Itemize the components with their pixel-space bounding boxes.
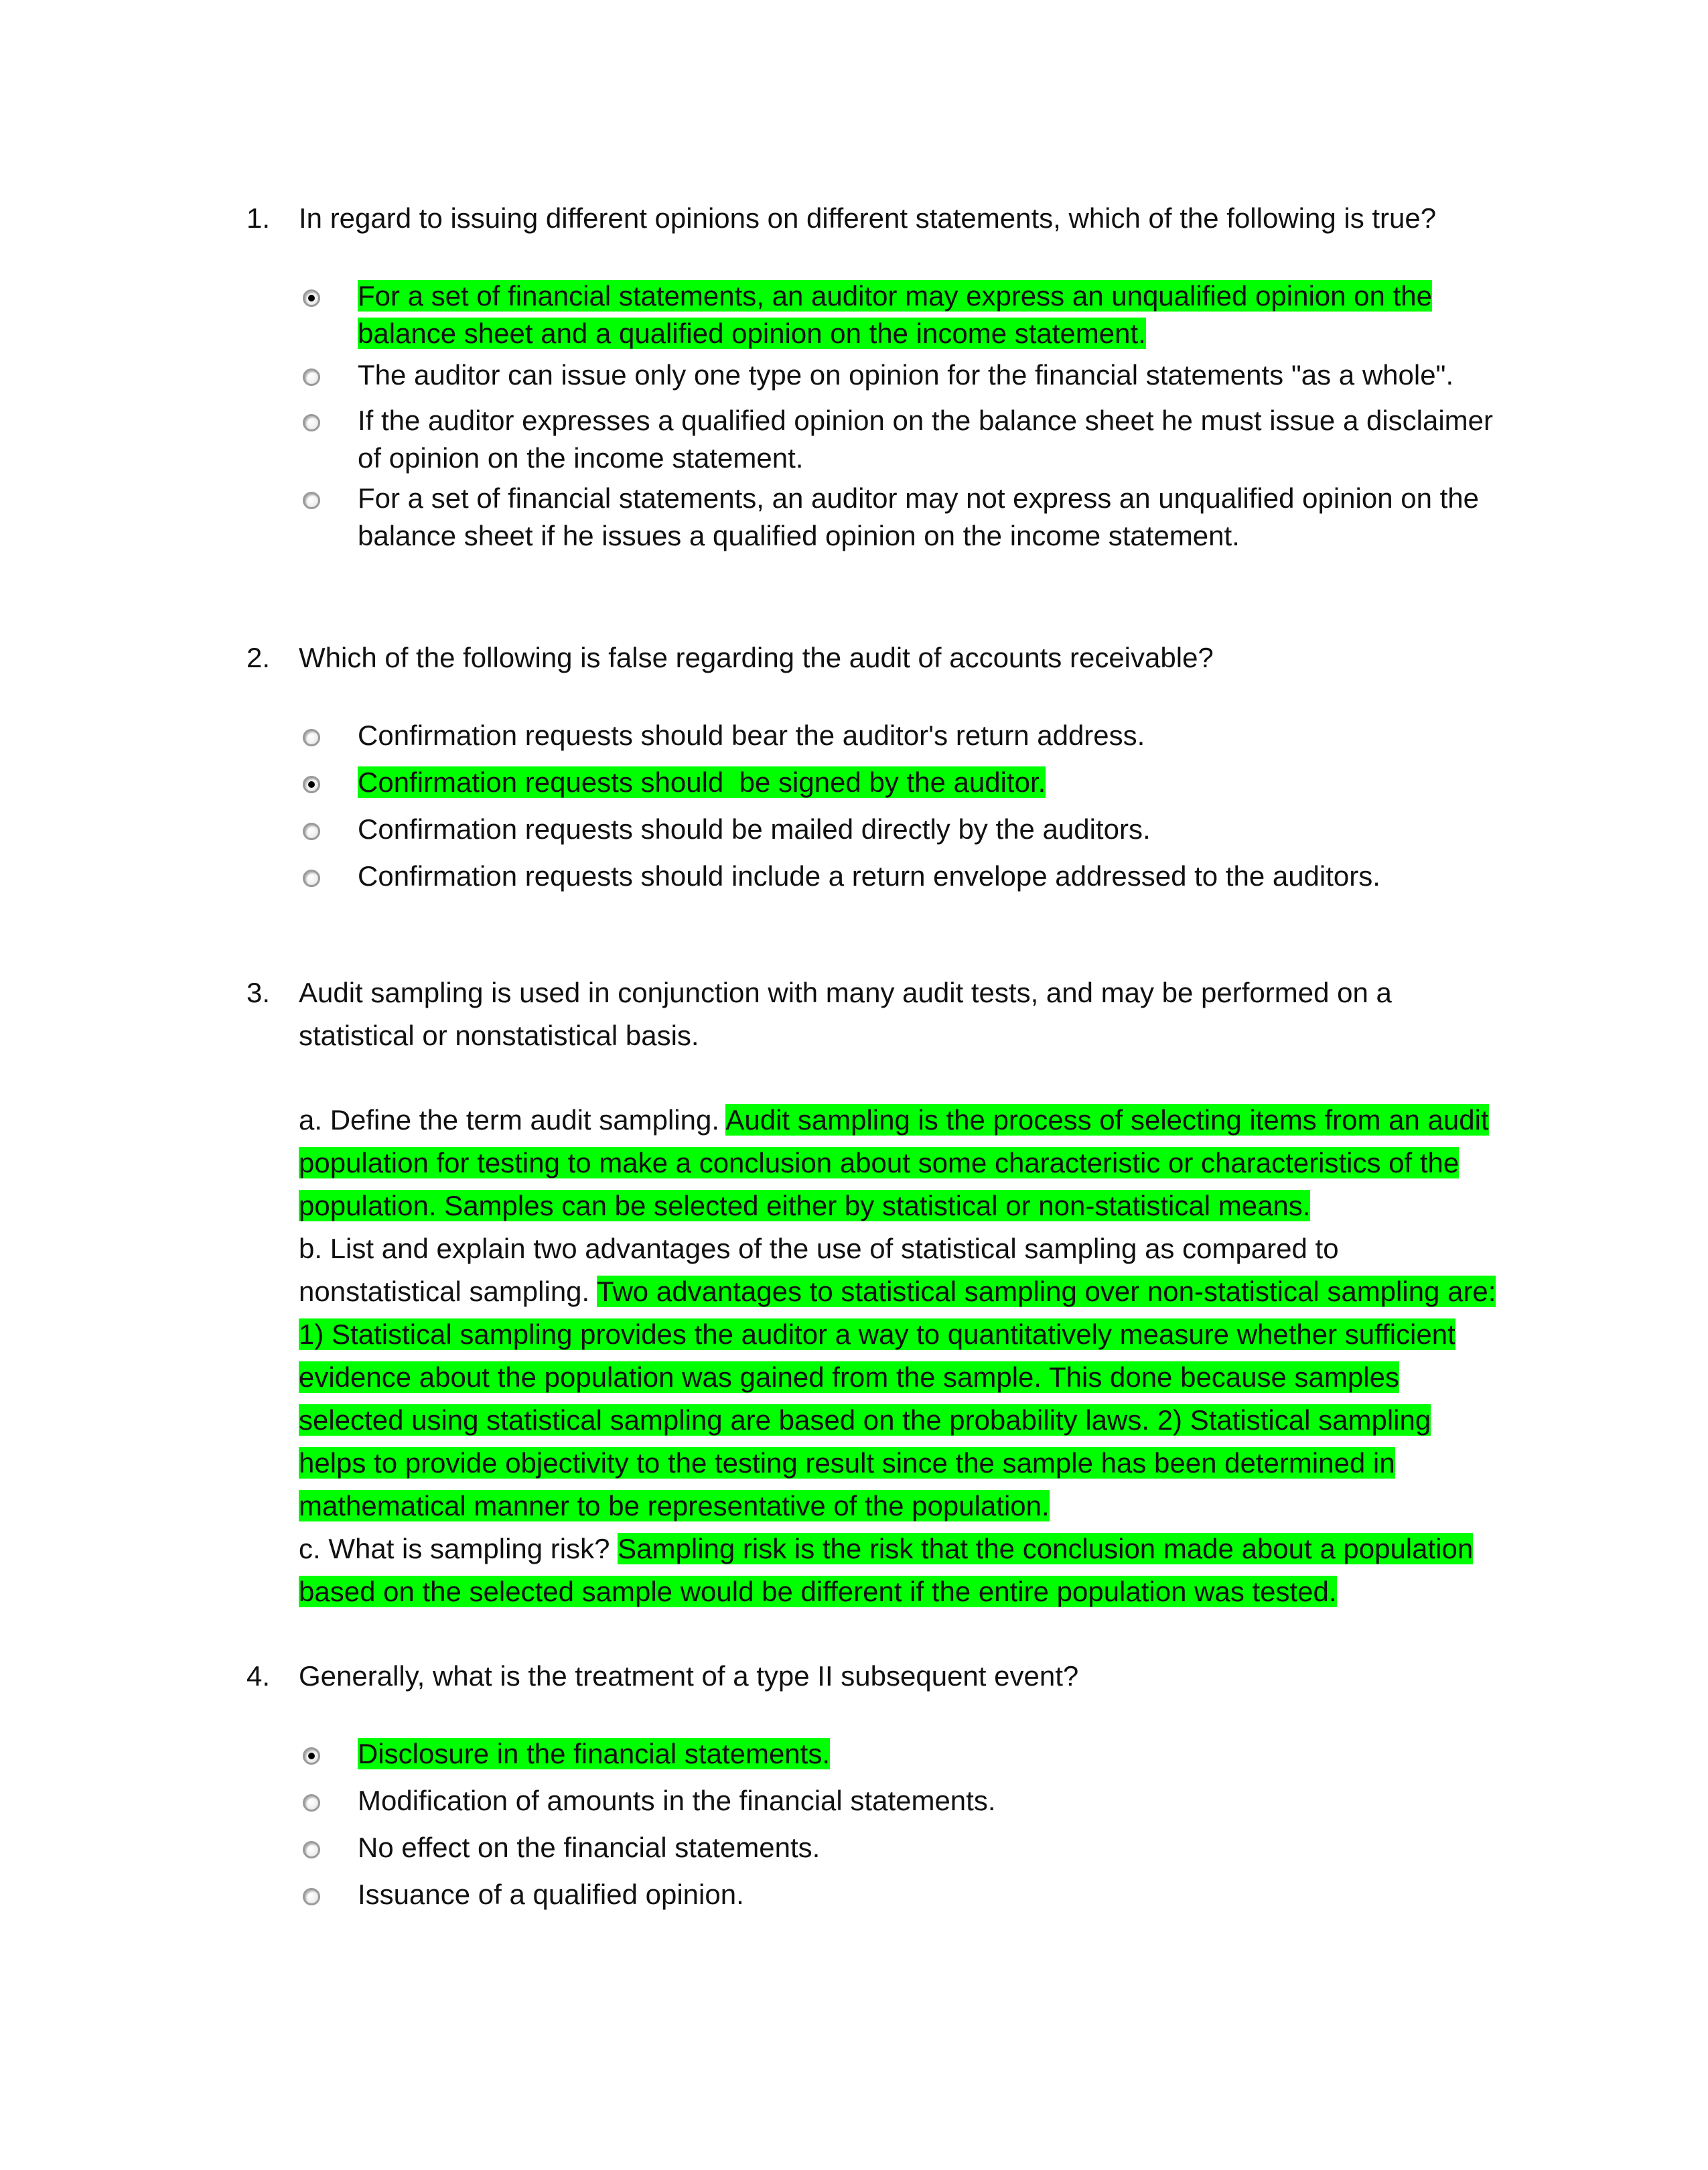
radio-icon[interactable] [303, 1888, 320, 1905]
question-number: 2. [246, 642, 271, 673]
option-text: Disclosure in the financial statements. [358, 1738, 830, 1769]
part-a-answer: Audit sampling is the process of selecting items from an audit population for testing to make a conclusion about some characteristic or characteristics of the population. Samples can be selected either by statistical or non-statistical means. [299, 1104, 1489, 1221]
part-c [299, 1528, 1504, 1613]
question-number: 1. [246, 202, 271, 234]
option-text: Confirmation requests should bear the auditor's return address. [358, 720, 1145, 751]
option-text: Issuance of a qualified opinion. [358, 1879, 744, 1910]
part-b-prompt: b. List and explain two advantages of the use of statistical sampling as compared to nonstatistical sampling. [299, 1233, 1339, 1307]
radio-icon[interactable] [303, 729, 320, 746]
question-number: 3. [246, 977, 271, 1008]
part-c-answer: Sampling risk is the risk that the conclusion made about a population based on the selected sample would be different if the entire population was tested. [299, 1533, 1474, 1607]
option-text: If the auditor expresses a qualified opinion on the balance sheet he must issue a disclaimer of opinion on the income statement. [358, 405, 1494, 474]
option-text: Modification of amounts in the financial statements. [358, 1785, 996, 1816]
question-text: Audit sampling is used in conjunction with many audit tests, and may be performed on a statistical or nonstatistical basis. [299, 977, 1392, 1051]
question-text: Which of the following is false regarding the audit of accounts receivable? [299, 642, 1214, 673]
radio-icon[interactable] [303, 1841, 320, 1858]
radio-icon[interactable] [303, 1794, 320, 1812]
question-text: Generally, what is the treatment of a type II subsequent event? [299, 1660, 1079, 1692]
radio-icon[interactable] [303, 870, 320, 887]
option-text: Confirmation requests should be signed by the auditor. [358, 766, 1046, 798]
option-text: Confirmation requests should be mailed directly by the auditors. [358, 813, 1151, 845]
radio-icon[interactable] [303, 492, 320, 509]
option-text: Confirmation requests should include a return envelope addressed to the auditors. [358, 860, 1380, 892]
radio-icon[interactable] [303, 368, 320, 386]
radio-icon[interactable] [303, 414, 320, 431]
option-text: The auditor can issue only one type on opinion for the financial statements "as a whole". [358, 359, 1454, 391]
part-b [299, 1227, 1504, 1528]
question-number: 4. [246, 1660, 271, 1692]
option-text: For a set of financial statements, an auditor may not express an unqualified opinion on the balance sheet if he issues a qualified opinion on the income statement. [358, 482, 1480, 551]
part-a [299, 1099, 1504, 1227]
radio-selected-icon[interactable] [303, 776, 320, 793]
question-text: In regard to issuing different opinions on different statements, which of the following is true? [299, 202, 1437, 234]
option-text: No effect on the financial statements. [358, 1832, 821, 1863]
option-text: For a set of financial statements, an auditor may express an unqualified opinion on the balance sheet and a qualified opinion on the income statement. [358, 280, 1432, 349]
radio-selected-icon[interactable] [303, 1747, 320, 1765]
part-b-answer: Two advantages to statistical sampling over non-statistical sampling are: 1) Statistical sampling provides the auditor a way to quantitatively measure whether sufficient evidence about the population was gained from the sample. This done because samples selected using statistical sampling are based on the probability laws. 2) Statistical sampling helps to provide objectivity to the testing result since the sample has been determined in mathematical manner to be representative of the population. [299, 1276, 1496, 1521]
part-a-prompt: a. Define the term audit sampling. [299, 1104, 719, 1136]
radio-icon[interactable] [303, 823, 320, 840]
q3-answers [299, 1099, 1504, 1613]
part-c-prompt: c. What is sampling risk? [299, 1533, 610, 1564]
radio-selected-icon[interactable] [303, 289, 320, 307]
